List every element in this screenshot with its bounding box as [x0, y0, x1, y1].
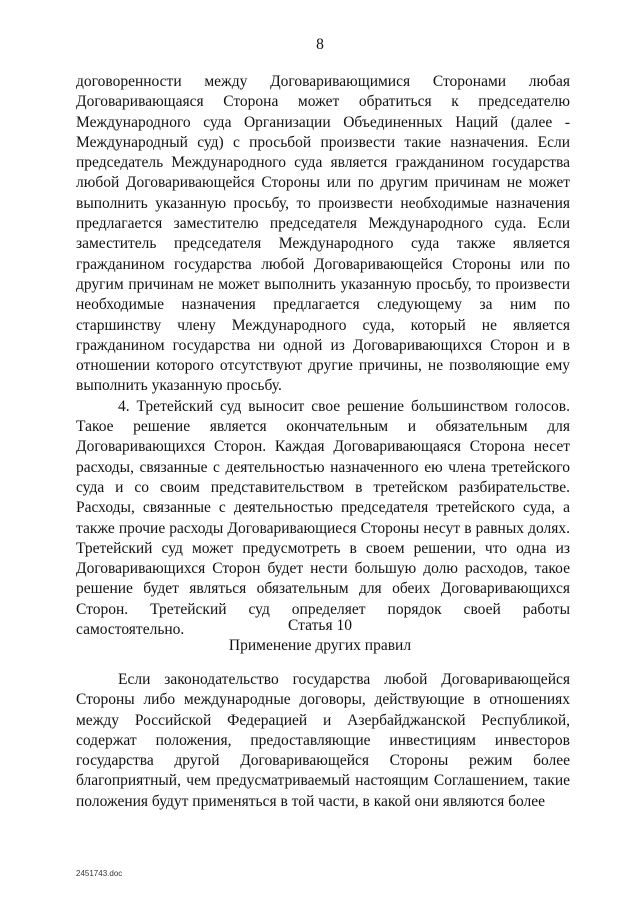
footer-filename: 2451743.doc: [76, 869, 123, 878]
paragraph-4: 4. Третейский суд выносит свое решение большинством голосов. Такое решение является окончательным и обязательным для Договаривающихся Сторон. Каждая Договаривающаяся Сторона несет расходы, связанные с деятельностью назначенного ею члена третейского суда и со своим представительством в третейском разбирательстве. Расходы, связанные с деятельностью председателя третейского суда, а также прочие расходы Договаривающиеся Стороны несут в равных долях. Третейский суд может предусмотреть в своем решении, что одна из Договаривающихся Сторон будет нести большую долю расходов, такое решение будет являться обязательным для обеих Договаривающихся Сторон. Третейский суд определяет порядок своей работы самостоятельно.: [76, 397, 570, 639]
continuation-paragraph: договоренности между Договаривающимися Сторонами любая Договаривающаяся Сторона может обратиться к председателю Международного суда Организации Объединенных Наций (далее - Международный суд) с просьбой произвести такие назначения. Если председатель Международного суда является гражданином государства любой Договаривающейся Стороны или по другим причинам не может выполнить указанную просьбу, то произвести необходимые назначения предлагается заместителю председателя Международного суда. Если заместитель председателя Международного суда также является гражданином государства любой Договаривающейся Стороны или по другим причинам не может выполнить указанную просьбу, то произвести необходимые назначения предлагается следующему за ним по старшинству члену Международного суда, который не является гражданином государства ни одной из Договаривающихся Сторон и в отношении которого отсутствуют другие причины, не позволяющие ему выполнить указанную просьбу.: [76, 73, 570, 395]
article-paragraph: Если законодательство государства любой Договаривающейся Стороны либо международные договоры, действующие в отношениях между Российской Федерацией и Азербайджанской Республикой, содержат положения, предоставляющие инвестициям инвесторов государства другой Договаривающейся Стороны режим более благоприятный, чем предусматриваемый настоящим Соглашением, такие положения будут применяться в той части, в какой они являются более: [76, 671, 570, 810]
article-text: [76, 670, 570, 812]
page-number: 8: [316, 36, 324, 53]
article-number: Статья 10: [288, 617, 352, 634]
article-title: Применение других правил: [228, 637, 412, 654]
body-text: [76, 72, 570, 640]
